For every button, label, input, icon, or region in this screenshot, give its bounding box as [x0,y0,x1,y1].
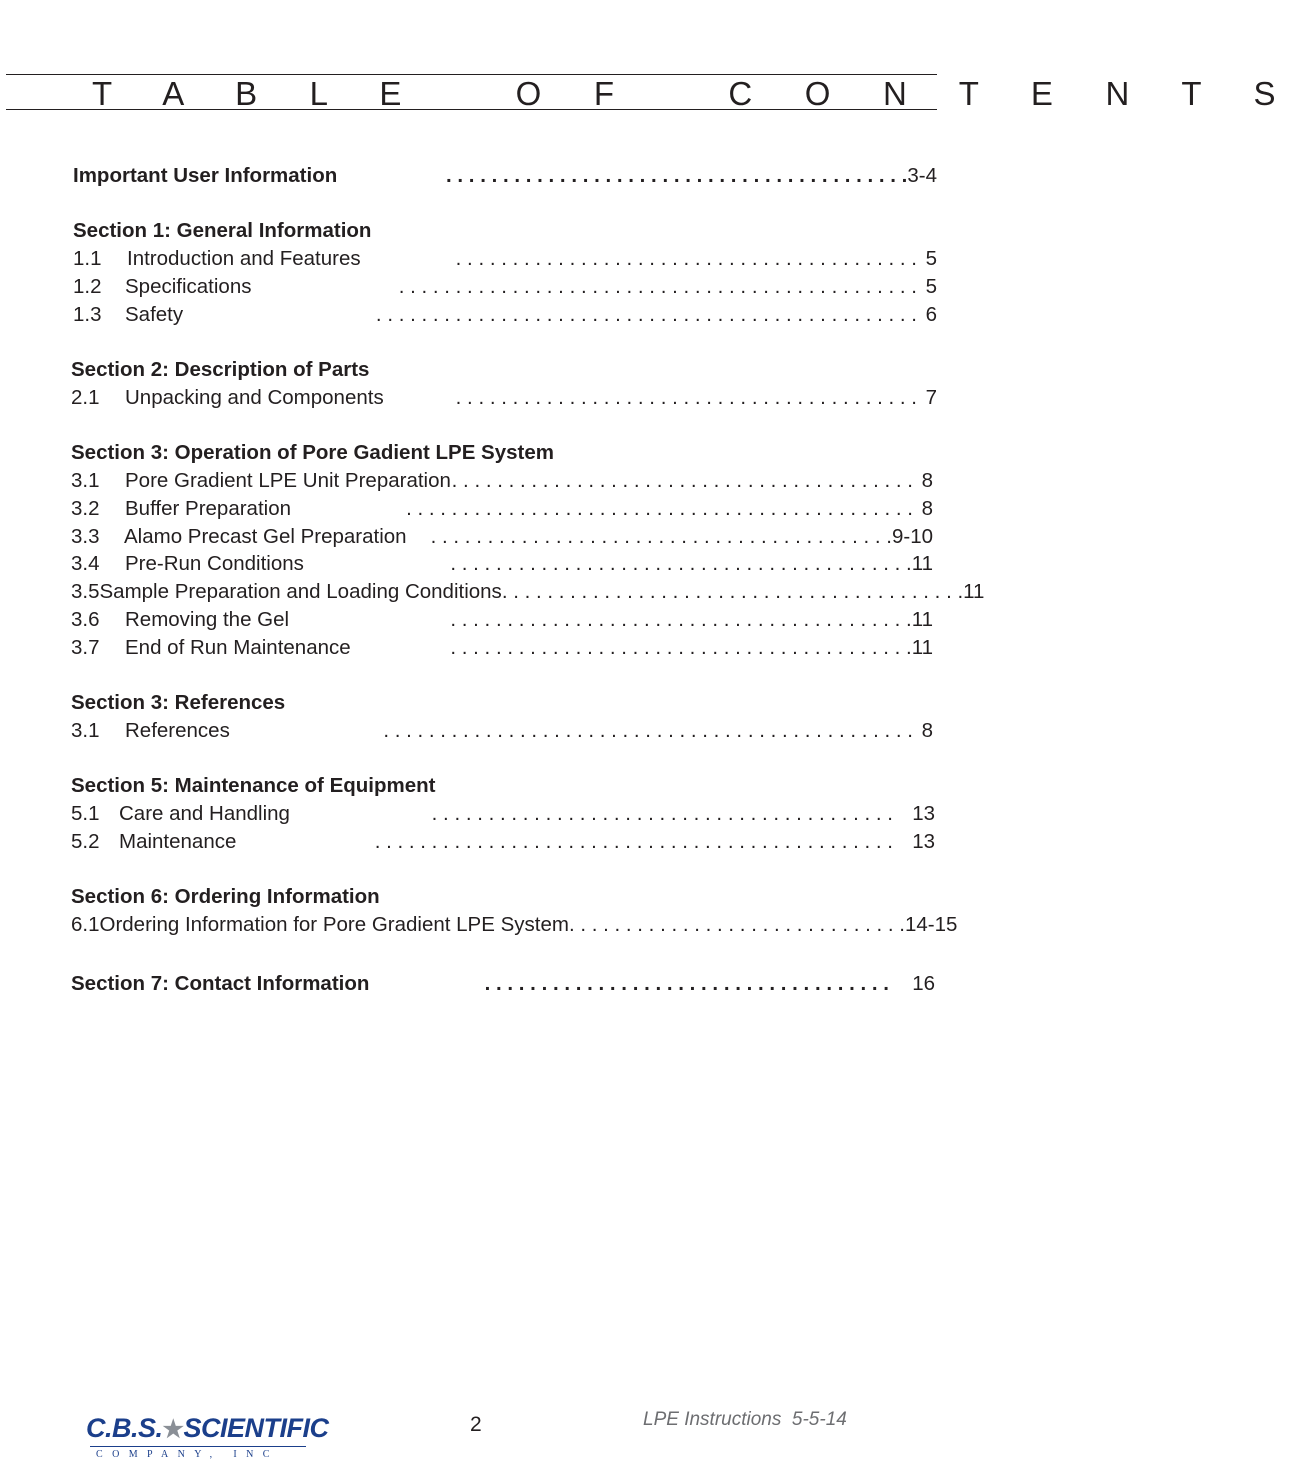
dot-leader: . . . . . . . . . . . . . . . . . . . . . . . . . . . . . . . . . . . . . . . . . [455,386,917,409]
toc-entry-number: 3.5 [71,580,100,603]
dot-leader: . . . . . . . . . . . . . . . . . . . . . . . . . . . . . . . . . . . . . . . . . [450,552,912,575]
toc-entry-page: 13 [912,802,935,825]
page-number: 2 [470,1413,482,1436]
toc-entry-page: 11 [911,636,933,659]
logo-wordmark [86,1412,329,1446]
toc-entry-label: End of Run Maintenance [125,636,351,659]
star-icon: ★ [162,1416,184,1443]
toc-entry-page: 5 [925,247,937,270]
section-heading: Section 6: Ordering Information [71,885,380,908]
toc-entry-number: 3.1 [71,719,100,742]
dot-leader: . . . . . . . . . . . . . . . . . . . . . . . . . . . . . . . . . . . . . . . . . . . . . . [398,275,917,298]
toc-entry-label: Important User Information [73,164,338,187]
section-heading: Section 3: References [71,691,286,714]
toc-entry-number: 5.2 [71,830,100,853]
dot-leader: . . . . . . . . . . . . . . . . . . . . . . . . . . . . . . . . . . . . . . . . . [451,469,913,492]
logo-subtitle: COMPANY, INC [96,1449,279,1460]
toc-entry-page: 6 [925,303,937,326]
toc-entry-page: 8 [921,719,933,742]
toc-entry[interactable] [71,829,935,855]
toc-entry-label: Unpacking and Components [125,386,384,409]
toc-entry[interactable] [71,468,933,494]
toc-entry-label: Maintenance [119,830,237,853]
section-heading: Section 1: General Information [73,219,372,242]
logo-text-cbs: C.B.S. [86,1413,163,1443]
company-logo [86,1412,329,1464]
toc-entry-number: 3.2 [71,497,100,520]
toc-entry-page: 7 [925,386,937,409]
toc-entry[interactable] [73,274,937,300]
toc-entry-label: Specifications [125,275,252,298]
dot-leader: . . . . . . . . . . . . . . . . . . . . . . . . . . . . . . . . . . . . . . . . . [430,525,892,548]
toc-entry-page: 11 [963,580,985,603]
toc-entry-label: Alamo Precast Gel Preparation [124,525,407,548]
toc-entry-page: 14-15 [904,913,958,936]
dot-leader: . . . . . . . . . . . . . . . . . . . . . . . . . . . . . . . . . . . . . . . . . [450,636,912,659]
toc-entry[interactable] [71,551,933,577]
dot-leader: . . . . . . . . . . . . . . . . . . . . . . . . . . . . . . . . . . . . . . . . . . . . . . [374,830,893,853]
toc-entry-number: 1.3 [73,303,102,326]
toc-entry-page: 8 [921,469,933,492]
toc-entry-label: Care and Handling [119,802,290,825]
toc-entry-page: 11 [911,608,933,631]
toc-entry-contact[interactable] [71,971,935,997]
toc-entry-label: Introduction and Features [127,247,361,270]
toc-entry-label: Pre-Run Conditions [125,552,304,575]
toc-entry-number: 3.4 [71,552,100,575]
toc-entry-number: 3.6 [71,608,100,631]
toc-entry[interactable] [71,496,933,522]
toc-entry-number: 2.1 [71,386,100,409]
toc-entry-label: Safety [125,303,184,326]
dot-leader: . . . . . . . . . . . . . . . . . . . . . . . . . . . . . . . . . . . . . . . . . . . . . . . [383,719,913,742]
toc-entry-label: Removing the Gel [125,608,290,631]
toc-entry[interactable] [71,385,937,411]
toc-entry[interactable] [71,635,933,661]
dot-leader: . . . . . . . . . . . . . . . . . . . . . . . . . . . . . . . . . . . . . . . . . [446,164,908,187]
toc-entry-number: 1.2 [73,275,102,298]
toc-entry[interactable] [73,302,937,328]
dot-leader: . . . . . . . . . . . . . . . . . . . . . . . . . . . . . . . . . . . . . . . . . [450,608,912,631]
toc-entry-number: 3.3 [71,525,100,548]
toc-entry[interactable] [71,718,933,744]
document-reference: LPE Instructions 5-5-14 [643,1409,847,1430]
toc-entry[interactable] [71,524,933,550]
toc-entry-number: 1.1 [73,247,102,270]
dot-leader: . . . . . . . . . . . . . . . . . . . . . . . . . . . . . . [568,913,905,936]
logo-text-scientific: SCIENTIFIC [183,1413,329,1443]
section-heading: Section 3: Operation of Pore Gadient LPE System [71,441,554,464]
toc-entry-page: 11 [911,552,933,575]
toc-entry[interactable] [71,912,958,938]
toc-entry-page: 13 [912,830,935,853]
section-heading: Section 5: Maintenance of Equipment [71,774,436,797]
toc-entry-number: 3.7 [71,636,100,659]
toc-entry-label: Buffer Preparation [125,497,292,520]
toc-entry-label: Ordering Information for Pore Gradient LPE System [99,913,569,936]
toc-entry-page: 5 [925,275,937,298]
section-heading: Section 2: Description of Parts [71,358,370,381]
toc-entry-page: 16 [912,972,935,995]
toc-entry-label: Pore Gradient LPE Unit Preparation [125,469,451,492]
page-title: T A B L E O F C O N T E N T S [92,75,1297,112]
dot-leader: . . . . . . . . . . . . . . . . . . . . . . . . . . . . . . . . . . . . . . . . . [501,580,964,603]
toc-entry-page: 8 [921,497,933,520]
toc-entry-label: Section 7: Contact Information [71,972,370,995]
toc-entry-page: 9-10 [891,525,933,548]
logo-divider [90,1446,306,1447]
dot-leader: . . . . . . . . . . . . . . . . . . . . . . . . . . . . . . . . . . . . . . . . . [431,802,893,825]
toc-entry[interactable] [73,246,937,272]
toc-entry-number: 6.1 [71,913,100,936]
toc-entry-number: 3.1 [71,469,100,492]
toc-entry-label: References [125,719,230,742]
toc-entry[interactable] [71,801,935,827]
toc-entry-label: Sample Preparation and Loading Conditions [99,580,502,603]
toc-entry-number: 5.1 [71,802,100,825]
toc-entry-important[interactable] [73,163,937,189]
dot-leader: . . . . . . . . . . . . . . . . . . . . . . . . . . . . . . . . . . . . . . . . . [455,247,917,270]
dot-leader: . . . . . . . . . . . . . . . . . . . . . . . . . . . . . . . . . . . . . . . . . . . . . [406,497,913,520]
toc-entry[interactable] [71,579,985,605]
toc-entry-page: 3-4 [907,164,937,187]
dot-leader: . . . . . . . . . . . . . . . . . . . . . . . . . . . . . . . . . . . . [484,972,889,995]
dot-leader: . . . . . . . . . . . . . . . . . . . . . . . . . . . . . . . . . . . . . . . . . . . . . . . . [375,303,917,326]
toc-entry[interactable] [71,607,933,633]
